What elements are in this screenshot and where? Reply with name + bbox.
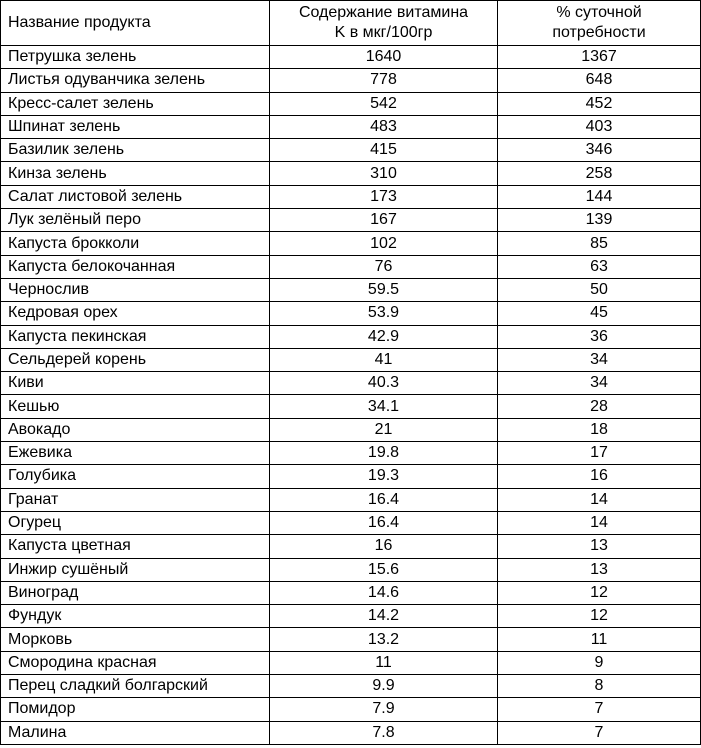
vitamin-k-cell: 415 (270, 139, 498, 162)
header-vitamin-k-line1: Содержание витамина (298, 4, 469, 21)
product-name-cell: Кешью (1, 395, 270, 418)
table-row (1, 69, 701, 92)
table-row (1, 535, 701, 558)
vitamin-k-cell: 542 (270, 92, 498, 115)
product-name-cell: Огурец (1, 511, 270, 534)
table-row (1, 511, 701, 534)
daily-percent-cell: 34 (498, 372, 701, 395)
daily-percent-cell: 14 (498, 511, 701, 534)
daily-percent-cell: 14 (498, 488, 701, 511)
daily-percent-cell: 17 (498, 442, 701, 465)
daily-percent-cell: 1367 (498, 46, 701, 69)
vitamin-k-cell: 102 (270, 232, 498, 255)
product-name-cell: Малина (1, 721, 270, 744)
vitamin-k-cell: 16 (270, 535, 498, 558)
daily-percent-cell: 12 (498, 581, 701, 604)
product-name-cell: Ежевика (1, 442, 270, 465)
table-row (1, 232, 701, 255)
daily-percent-cell: 28 (498, 395, 701, 418)
daily-percent-cell: 9 (498, 651, 701, 674)
daily-percent-cell: 139 (498, 209, 701, 232)
product-name-cell: Смородина красная (1, 651, 270, 674)
daily-percent-cell: 144 (498, 185, 701, 208)
product-name-cell: Шпинат зелень (1, 115, 270, 138)
product-name-cell: Помидор (1, 698, 270, 721)
table-row (1, 278, 701, 301)
table-row (1, 92, 701, 115)
header-product-name-text: Название продукта (8, 14, 151, 31)
table-row (1, 255, 701, 278)
table-row (1, 139, 701, 162)
table-row (1, 46, 701, 69)
vitamin-k-cell: 173 (270, 185, 498, 208)
product-name-cell: Чернослив (1, 278, 270, 301)
vitamin-k-cell: 11 (270, 651, 498, 674)
vitamin-k-cell: 14.6 (270, 581, 498, 604)
product-name-cell: Листья одуванчика зелень (1, 69, 270, 92)
vitamin-k-cell: 16.4 (270, 511, 498, 534)
vitamin-k-cell: 16.4 (270, 488, 498, 511)
header-daily-line1: % суточной (556, 4, 642, 21)
header-row (1, 1, 701, 46)
daily-percent-cell: 8 (498, 675, 701, 698)
product-name-cell: Салат листовой зелень (1, 185, 270, 208)
vitamin-k-cell: 42.9 (270, 325, 498, 348)
vitamin-k-cell: 13.2 (270, 628, 498, 651)
vitamin-k-cell: 41 (270, 348, 498, 371)
daily-percent-cell: 34 (498, 348, 701, 371)
product-name-cell: Инжир сушёный (1, 558, 270, 581)
product-name-cell: Кресс-салет зелень (1, 92, 270, 115)
table-body (1, 46, 701, 745)
vitamin-k-cell: 40.3 (270, 372, 498, 395)
product-name-cell: Кедровая орех (1, 302, 270, 325)
table-row (1, 162, 701, 185)
table-row (1, 115, 701, 138)
table-row (1, 581, 701, 604)
vitamin-k-cell: 21 (270, 418, 498, 441)
product-name-cell: Капуста брокколи (1, 232, 270, 255)
product-name-cell: Перец сладкий болгарский (1, 675, 270, 698)
table-row (1, 721, 701, 744)
daily-percent-cell: 18 (498, 418, 701, 441)
table-row (1, 628, 701, 651)
vitamin-k-cell: 59.5 (270, 278, 498, 301)
vitamin-k-cell: 14.2 (270, 605, 498, 628)
daily-percent-cell: 36 (498, 325, 701, 348)
table-row (1, 465, 701, 488)
header-vitamin-k-content (270, 1, 498, 46)
daily-percent-cell: 346 (498, 139, 701, 162)
table-row (1, 348, 701, 371)
daily-percent-cell: 258 (498, 162, 701, 185)
table-row (1, 185, 701, 208)
table-row (1, 488, 701, 511)
vitamin-k-cell: 9.9 (270, 675, 498, 698)
vitamin-k-cell: 34.1 (270, 395, 498, 418)
table-row (1, 395, 701, 418)
daily-percent-cell: 63 (498, 255, 701, 278)
daily-percent-cell: 12 (498, 605, 701, 628)
vitamin-k-cell: 1640 (270, 46, 498, 69)
product-name-cell: Фундук (1, 605, 270, 628)
product-name-cell: Кинза зелень (1, 162, 270, 185)
vitamin-k-cell: 7.8 (270, 721, 498, 744)
table-row (1, 605, 701, 628)
vitamin-k-cell: 19.8 (270, 442, 498, 465)
header-product-name (1, 1, 270, 46)
daily-percent-cell: 13 (498, 535, 701, 558)
daily-percent-cell: 50 (498, 278, 701, 301)
daily-percent-cell: 452 (498, 92, 701, 115)
product-name-cell: Голубика (1, 465, 270, 488)
header-daily-line2: потребности (552, 24, 646, 41)
product-name-cell: Лук зелёный перо (1, 209, 270, 232)
vitamin-k-cell: 15.6 (270, 558, 498, 581)
product-name-cell: Капуста белокочанная (1, 255, 270, 278)
table-row (1, 302, 701, 325)
header-daily-percent (498, 1, 701, 46)
table-row (1, 209, 701, 232)
product-name-cell: Гранат (1, 488, 270, 511)
table-row (1, 558, 701, 581)
table-row (1, 651, 701, 674)
product-name-cell: Киви (1, 372, 270, 395)
vitamin-k-cell: 778 (270, 69, 498, 92)
table-row (1, 442, 701, 465)
vitamin-k-cell: 167 (270, 209, 498, 232)
vitamin-k-cell: 76 (270, 255, 498, 278)
product-name-cell: Авокадо (1, 418, 270, 441)
daily-percent-cell: 648 (498, 69, 701, 92)
table-row (1, 698, 701, 721)
table-row (1, 325, 701, 348)
table-row (1, 372, 701, 395)
daily-percent-cell: 16 (498, 465, 701, 488)
product-name-cell: Виноград (1, 581, 270, 604)
daily-percent-cell: 7 (498, 721, 701, 744)
daily-percent-cell: 85 (498, 232, 701, 255)
product-name-cell: Капуста пекинская (1, 325, 270, 348)
product-name-cell: Капуста цветная (1, 535, 270, 558)
vitamin-k-cell: 7.9 (270, 698, 498, 721)
daily-percent-cell: 13 (498, 558, 701, 581)
vitamin-k-cell: 19.3 (270, 465, 498, 488)
table-row (1, 418, 701, 441)
daily-percent-cell: 7 (498, 698, 701, 721)
daily-percent-cell: 403 (498, 115, 701, 138)
vitamin-k-cell: 310 (270, 162, 498, 185)
vitamin-k-cell: 483 (270, 115, 498, 138)
vitamin-k-cell: 53.9 (270, 302, 498, 325)
daily-percent-cell: 45 (498, 302, 701, 325)
product-name-cell: Морковь (1, 628, 270, 651)
table-row (1, 675, 701, 698)
product-name-cell: Базилик зелень (1, 139, 270, 162)
header-vitamin-k-line2: K в мкг/100гр (334, 24, 433, 41)
table-header (1, 1, 701, 46)
product-name-cell: Петрушка зелень (1, 46, 270, 69)
daily-percent-cell: 11 (498, 628, 701, 651)
product-name-cell: Сельдерей корень (1, 348, 270, 371)
